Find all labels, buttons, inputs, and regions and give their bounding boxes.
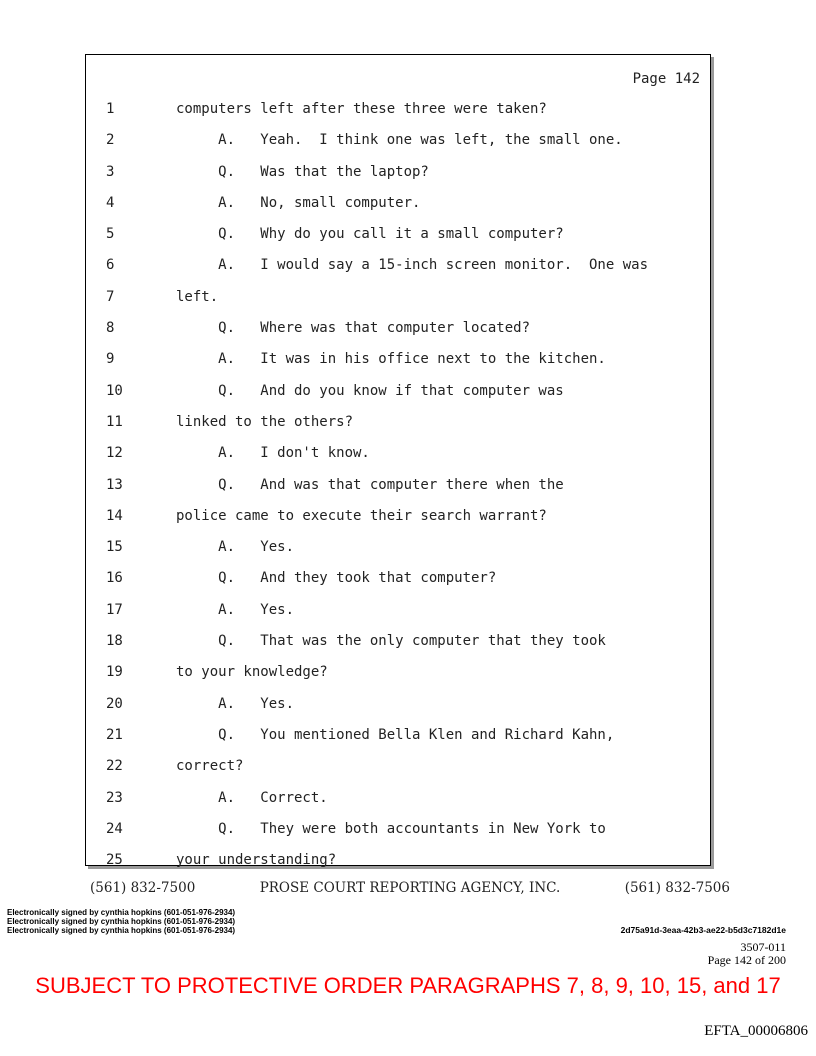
transcript-line (86, 157, 710, 188)
line-number: 19 (106, 664, 123, 681)
line-text: Q. They were both accountants in New York to (176, 820, 606, 837)
line-number: 12 (106, 445, 123, 462)
transcript-line (86, 438, 710, 469)
line-number: 18 (106, 633, 123, 650)
document-number: 3507-011 (740, 940, 786, 954)
transcript-line (86, 501, 710, 532)
line-number: 1 (106, 101, 115, 117)
line-number: 9 (106, 351, 115, 368)
line-text: A. Yes. (176, 695, 295, 712)
transcript-lines (86, 94, 710, 876)
transcript-line (86, 845, 710, 876)
protective-order-notice: SUBJECT TO PROTECTIVE ORDER PARAGRAPHS 7, 8, 9, 10, 15, and 17 (35, 973, 781, 998)
line-text: linked to the others? (176, 413, 354, 430)
line-number: 3 (106, 163, 115, 180)
line-text: left. (176, 288, 219, 305)
bates-number: EFTA_00006806 (704, 1023, 808, 1039)
transcript-line (86, 376, 710, 407)
document-hash: 2d75a91d-3eaa-42b3-ae22-b5d3c7182d1e (620, 925, 786, 935)
transcript-line (86, 626, 710, 657)
transcript-line (86, 125, 710, 156)
line-text: Q. Why do you call it a small computer? (176, 226, 564, 243)
line-number: 15 (106, 539, 123, 556)
line-text: A. It was in his office next to the kitchen. (176, 351, 606, 368)
line-text: Q. And they took that computer? (176, 570, 497, 587)
transcript-line (86, 282, 710, 313)
line-text: correct? (176, 758, 244, 775)
agency-name: PROSE COURT REPORTING AGENCY, INC. (259, 880, 561, 896)
line-text: Q. You mentioned Bella Klen and Richard Kahn, (176, 726, 615, 743)
transcript-line (86, 407, 710, 438)
reporting-agency-footer (90, 880, 730, 896)
line-text: A. I would say a 15-inch screen monitor. One was (176, 257, 649, 274)
transcript-line (86, 783, 710, 814)
transcript-line (86, 94, 710, 125)
line-text: police came to execute their search warrant? (176, 507, 547, 524)
transcript-line (86, 344, 710, 375)
line-text: Q. And do you know if that computer was (176, 382, 564, 399)
transcript-line (86, 313, 710, 344)
line-number: 8 (106, 320, 115, 337)
line-number: 11 (106, 413, 123, 430)
line-text: A. Yes. (176, 601, 295, 618)
line-text: A. Yes. (176, 539, 295, 556)
line-text: A. Yeah. I think one was left, the small one. (176, 132, 623, 149)
line-number: 10 (106, 382, 123, 399)
line-number: 24 (106, 820, 123, 837)
line-text: your understanding? (176, 852, 337, 869)
line-number: 16 (106, 570, 123, 587)
line-number: 4 (106, 194, 115, 211)
transcript-line (86, 814, 710, 845)
signature-line: Electronically signed by cynthia hopkins (601-051-976-2934) (7, 908, 236, 917)
transcript-line (86, 720, 710, 751)
line-number: 25 (106, 852, 123, 869)
line-text: Q. Where was that computer located? (176, 320, 531, 337)
line-number: 21 (106, 726, 123, 743)
line-text: A. No, small computer. (176, 194, 421, 211)
line-number: 13 (106, 476, 123, 493)
transcript-line (86, 751, 710, 782)
line-number: 22 (106, 758, 123, 775)
line-number: 5 (106, 226, 115, 243)
line-text: A. I don't know. (176, 445, 370, 462)
phone-right: (561) 832-7506 (624, 880, 730, 896)
signature-block (7, 908, 235, 935)
page-of-total: Page 142 of 200 (707, 953, 786, 967)
transcript-line (86, 250, 710, 281)
line-text: Q. Was that the laptop? (176, 163, 429, 180)
transcript-line (86, 219, 710, 250)
transcript-line (86, 470, 710, 501)
page-number-header: Page 142 (632, 71, 700, 87)
line-number: 2 (106, 132, 115, 149)
line-number: 23 (106, 789, 123, 806)
line-number: 7 (106, 288, 115, 305)
line-number: 20 (106, 695, 123, 712)
line-text: A. Correct. (176, 789, 328, 806)
transcript-line (86, 532, 710, 563)
transcript-line (86, 188, 710, 219)
line-text: to your knowledge? (176, 664, 328, 681)
signature-line: Electronically signed by cynthia hopkins (601-051-976-2934) (7, 917, 236, 926)
transcript-line (86, 595, 710, 626)
phone-left: (561) 832-7500 (90, 880, 196, 896)
signature-line: Electronically signed by cynthia hopkins (601-051-976-2934) (7, 926, 236, 935)
line-text: computers left after these three were taken? (176, 101, 547, 117)
line-number: 6 (106, 257, 115, 274)
line-text: Q. And was that computer there when the (176, 476, 564, 493)
line-number: 17 (106, 601, 123, 618)
transcript-line (86, 563, 710, 594)
transcript-line (86, 689, 710, 720)
line-number: 14 (106, 507, 123, 524)
transcript-page (85, 54, 711, 869)
transcript-line (86, 657, 710, 688)
line-text: Q. That was the only computer that they took (176, 633, 606, 650)
